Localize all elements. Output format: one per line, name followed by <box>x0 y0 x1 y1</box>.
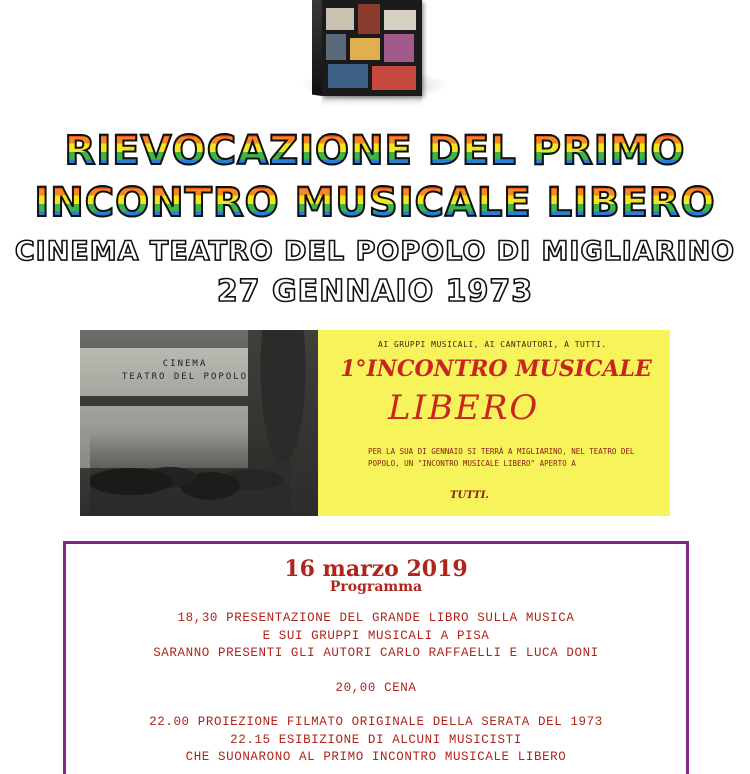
poster-small-text: PER LA SUA DI GENNAIO SI TERRÀ A MIGLIARINO, NEL TEATRO DEL POPOLO, UN "INCONTRO MUSICALE LIBERO" APERTO A <box>368 447 635 468</box>
book-front <box>322 0 422 96</box>
program-box <box>63 541 689 774</box>
book-spine <box>312 0 322 96</box>
title-line-2: INCONTRO MUSICALE LIBERO <box>0 180 750 226</box>
title-line-1: RIEVOCAZIONE DEL PRIMO <box>0 128 750 174</box>
crowd <box>90 430 290 516</box>
poster-title: 1°INCONTRO MUSICALE <box>340 356 652 382</box>
poster-libero: LIBERO <box>388 388 540 428</box>
program-line: CHE SUONARONO AL PRIMO INCONTRO MUSICALE LIBERO <box>185 750 567 764</box>
program-line: 22.15 ESIBIZIONE DI ALCUNI MUSICISTI <box>230 732 522 747</box>
program-line-gap <box>66 663 686 680</box>
event-date: 27 GENNAIO 1973 <box>216 274 534 309</box>
program-line: 20,00 CENA <box>335 680 417 695</box>
program-label: Programma <box>329 579 423 595</box>
program-line: 18,30 PRESENTAZIONE DEL GRANDE LIBRO SULLA MUSICA <box>177 611 575 625</box>
venue-line: CINEMA TEATRO DEL POPOLO DI MIGLIARINO <box>14 236 736 267</box>
program-line: 22.00 PROIEZIONE FILMATO ORIGINALE DELLA SERATA DEL 1973 <box>149 715 603 729</box>
poster-photo <box>318 330 670 516</box>
program-date: 16 marzo 2019 <box>284 556 468 582</box>
book-reflection <box>322 96 422 106</box>
cinema-photo <box>80 330 318 516</box>
program-lines <box>66 610 686 767</box>
historic-photo <box>80 330 670 516</box>
program-line: E SUI GRUPPI MUSICALI A PISA <box>262 628 490 643</box>
program-line: SARANNO PRESENTI GLI AUTORI CARLO RAFFAELLI E LUCA DONI <box>153 646 599 660</box>
poster-signature: TUTTI. <box>450 490 489 501</box>
program-line-gap <box>66 697 686 714</box>
poster-top-text: AI GRUPPI MUSICALI, AI CANTAUTORI, A TUTTI. <box>378 340 607 349</box>
book-cover-image <box>290 0 460 105</box>
cinema-sign: CINEMA TEATRO DEL POPOLO <box>121 359 249 382</box>
